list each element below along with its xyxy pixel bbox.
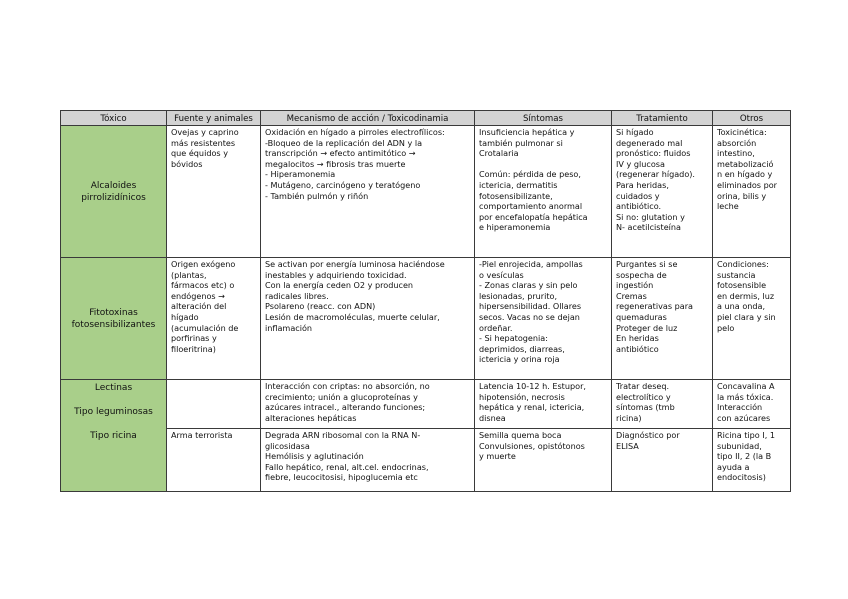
cell-line: hipotensión, necrosis (479, 391, 565, 402)
cell-line: Lesión de macromoléculas, muerte celular, (265, 311, 440, 322)
cell-line: Arma terrorista (171, 430, 233, 440)
cell-line: Diagnóstico por (616, 430, 680, 440)
cell-line: Convulsiones, opistótonos (479, 440, 585, 451)
sintomas-cell (475, 258, 612, 380)
cell-line: Proteger de luz (616, 322, 678, 333)
toxin-name-cell (61, 126, 167, 258)
cell-line: - Mutágeno, carcinógeno y teratógeno (265, 179, 421, 190)
cell-line: Origen exógeno (171, 259, 236, 269)
cell-line: por encefalopatía hepática (479, 211, 588, 222)
cell-line: ELISA (616, 440, 639, 451)
cell-line: orina, bilis y (717, 190, 767, 201)
cell-line: (regenerar hígado). (616, 169, 695, 180)
toxin-name-cell (61, 258, 167, 380)
cell-line: Si no: glutation y (616, 211, 685, 222)
cell-line: glicosidasa (265, 440, 310, 451)
cell-line: bóvidos (171, 158, 203, 169)
cell-line: Condiciones: (717, 259, 769, 269)
cell-line: Toxicinética: (717, 127, 767, 137)
toxin-name-cell-lectinas (61, 380, 167, 492)
cell-line: Concavalina A (717, 381, 775, 391)
cell-line: lesionadas, prurito, (479, 290, 558, 301)
cell-line: - Zonas claras y sin pelo (479, 280, 578, 291)
cell-line: antibiótico. (616, 201, 662, 212)
cell-line: endocitosis) (717, 472, 766, 483)
cell-line: la más tóxica. (717, 391, 774, 402)
cell-line: Interacción con criptas: no absorción, no (265, 381, 430, 391)
cell-line: Ovejas y caprino (171, 127, 239, 137)
cell-line: ayuda a (717, 461, 750, 472)
header-fuente: Fuente y animales (167, 111, 261, 126)
cell-line: piel clara y sin (717, 311, 776, 322)
row-lectinas-leguminosas (61, 380, 791, 429)
cell-line: Cremas (616, 290, 647, 301)
cell-line: n en hígado y (717, 169, 773, 180)
cell-line: inestables y adquiriendo toxicidad. (265, 269, 407, 280)
cell-line: y muerte (479, 451, 516, 462)
mecanismo-cell (261, 126, 475, 258)
lectinas-title: Lectinas (94, 383, 133, 393)
spacer (65, 394, 162, 406)
cell-line: En heridas (616, 333, 659, 344)
cell-line: crecimiento; unión a glucoproteínas y (265, 391, 418, 402)
cell-line: Tratar deseq. (616, 381, 670, 391)
cell-line: megalocitos → fibrosis tras muerte (265, 158, 406, 169)
cell-line: -Bloqueo de la replicación del ADN y la (265, 137, 423, 148)
cell-line: Si hígado (616, 127, 654, 137)
cell-line: pelo (717, 322, 735, 333)
sintomas-cell (475, 380, 612, 429)
cell-line: Para heridas, (616, 179, 669, 190)
cell-line: ricina) (616, 412, 642, 423)
cell-line: ordeñar. (479, 322, 513, 333)
cell-line: absorción (717, 137, 757, 148)
tratamiento-cell (612, 126, 713, 258)
cell-line: con azúcares (717, 412, 771, 423)
otros-cell (713, 126, 791, 258)
cell-line: porfirinas y (171, 333, 217, 344)
cell-line: Semilla quema boca (479, 430, 562, 440)
row-fitotoxinas (61, 258, 791, 380)
cell-line: e hiperamonemia (479, 222, 551, 233)
mecanismo-cell (261, 380, 475, 429)
cell-line: (plantas, (171, 269, 207, 280)
cell-line: Latencia 10-12 h. Estupor, (479, 381, 586, 391)
cell-line: metabolizació (717, 158, 774, 169)
header-tratamiento: Tratamiento (612, 111, 713, 126)
cell-line: en dermis, luz (717, 290, 775, 301)
header-otros: Otros (713, 111, 791, 126)
spacer (65, 418, 162, 430)
cell-line: sustancia (717, 269, 756, 280)
cell-line: Fitotoxinas (89, 308, 138, 318)
cell-line: eliminados por (717, 179, 777, 190)
cell-line: fotosensibilizante, (479, 190, 553, 201)
cell-line: síntomas (tmb (616, 402, 675, 413)
fuente-cell-empty (167, 380, 261, 429)
cell-line: disnea (479, 412, 506, 423)
cell-line: ictericia y orina roja (479, 354, 560, 365)
cell-line: leche (717, 201, 739, 212)
cell-line: subunidad, (717, 440, 762, 451)
otros-cell (713, 258, 791, 380)
fuente-cell (167, 429, 261, 492)
cell-line: fármacos etc) o (171, 280, 235, 291)
fuente-cell (167, 258, 261, 380)
cell-line: Crotalaria (479, 148, 519, 159)
cell-line: filoeritrina) (171, 343, 216, 354)
header-row (61, 111, 791, 126)
header-toxico: Tóxico (61, 111, 167, 126)
cell-line: Con la energía ceden O2 y producen (265, 280, 414, 291)
cell-line: alteración del (171, 301, 227, 312)
row-alcaloides (61, 126, 791, 258)
cell-line: hipersensibilidad. Ollares (479, 301, 582, 312)
cell-line (479, 159, 607, 170)
cell-line: Interacción (717, 402, 763, 413)
cell-line: regenerativas para (616, 301, 693, 312)
otros-cell (713, 429, 791, 492)
cell-line: también pulmonar si (479, 137, 563, 148)
cell-line: endógenos → (171, 290, 225, 301)
cell-line: - Si hepatogenia: (479, 333, 548, 344)
cell-line: intestino, (717, 148, 755, 159)
cell-line: cuidados y (616, 190, 660, 201)
cell-line: Se activan por energía luminosa haciéndose (265, 259, 445, 269)
cell-line: hígado (171, 311, 199, 322)
cell-line: a una onda, (717, 301, 766, 312)
cell-line: inflamación (265, 322, 313, 333)
cell-line: degenerado mal (616, 137, 683, 148)
cell-line: ingestión (616, 280, 654, 291)
sintomas-cell (475, 429, 612, 492)
header-mecanismo: Mecanismo de acción / Toxicodinamia (261, 111, 475, 126)
cell-line: Insuficiencia hepática y (479, 127, 575, 137)
cell-line: quemaduras (616, 311, 667, 322)
mecanismo-cell (261, 258, 475, 380)
cell-line: N- acetilcisteína (616, 222, 682, 233)
fuente-cell (167, 126, 261, 258)
toxicology-table (60, 110, 791, 492)
cell-line: que équidos y (171, 148, 228, 159)
cell-line: pronóstico: fluidos (616, 148, 691, 159)
cell-line: -Piel enrojecida, ampollas (479, 259, 583, 269)
cell-line: o vesículas (479, 269, 524, 280)
mecanismo-cell (261, 429, 475, 492)
cell-line: secos. Vacas no se dejan (479, 311, 580, 322)
cell-line: radicales libres. (265, 290, 329, 301)
cell-line: electrolítico y (616, 391, 671, 402)
row-lectinas-ricina (61, 429, 791, 492)
cell-line: hepática y renal, ictericia, (479, 402, 585, 413)
cell-line: IV y glucosa (616, 158, 665, 169)
cell-line: fotosensibilizantes (71, 320, 156, 330)
cell-line: transcripción → efecto antimitótico → (265, 148, 416, 159)
cell-line: Oxidación en hígado a pirroles electrofílicos: (265, 127, 445, 137)
cell-line: Psolareno (reacc. con ADN) (265, 301, 376, 312)
cell-line: fiebre, leucocitosisi, hipoglucemia etc (265, 472, 418, 483)
cell-line: ictericia, dermatitis (479, 179, 558, 190)
cell-line: Alcaloides (90, 181, 137, 191)
lectinas-leguminosas-label: Tipo leguminosas (74, 407, 153, 417)
tratamiento-cell (612, 429, 713, 492)
tratamiento-cell (612, 380, 713, 429)
cell-line: azúcares intracel., alterando funciones; (265, 402, 426, 413)
tratamiento-cell (612, 258, 713, 380)
cell-line: alteraciones hepáticas (265, 412, 357, 423)
otros-cell (713, 380, 791, 429)
sintomas-cell (475, 126, 612, 258)
cell-line: Común: pérdida de peso, (479, 169, 581, 180)
cell-line: Degrada ARN ribosomal con la RNA N- (265, 430, 421, 440)
cell-line: Purgantes si se (616, 259, 678, 269)
cell-line: antibiótico (616, 343, 659, 354)
cell-line: deprimidos, diarreas, (479, 343, 565, 354)
cell-line: - También pulmón y riñón (265, 190, 369, 201)
cell-line: pirrolizidínicos (81, 193, 146, 203)
cell-line: Hemólisis y aglutinación (265, 451, 364, 462)
cell-line: sospecha de (616, 269, 667, 280)
cell-line: Ricina tipo I, 1 (717, 430, 775, 440)
header-sintomas: Síntomas (475, 111, 612, 126)
lectinas-ricina-label: Tipo ricina (90, 431, 137, 441)
cell-line: - Hiperamonemia (265, 169, 336, 180)
cell-line: comportamiento anormal (479, 201, 583, 212)
cell-line: tipo II, 2 (la B (717, 451, 772, 462)
cell-line: (acumulación de (171, 322, 239, 333)
cell-line: fotosensible (717, 280, 767, 291)
cell-line: Fallo hepático, renal, alt.cel. endocrinas, (265, 461, 429, 472)
cell-line: más resistentes (171, 137, 236, 148)
